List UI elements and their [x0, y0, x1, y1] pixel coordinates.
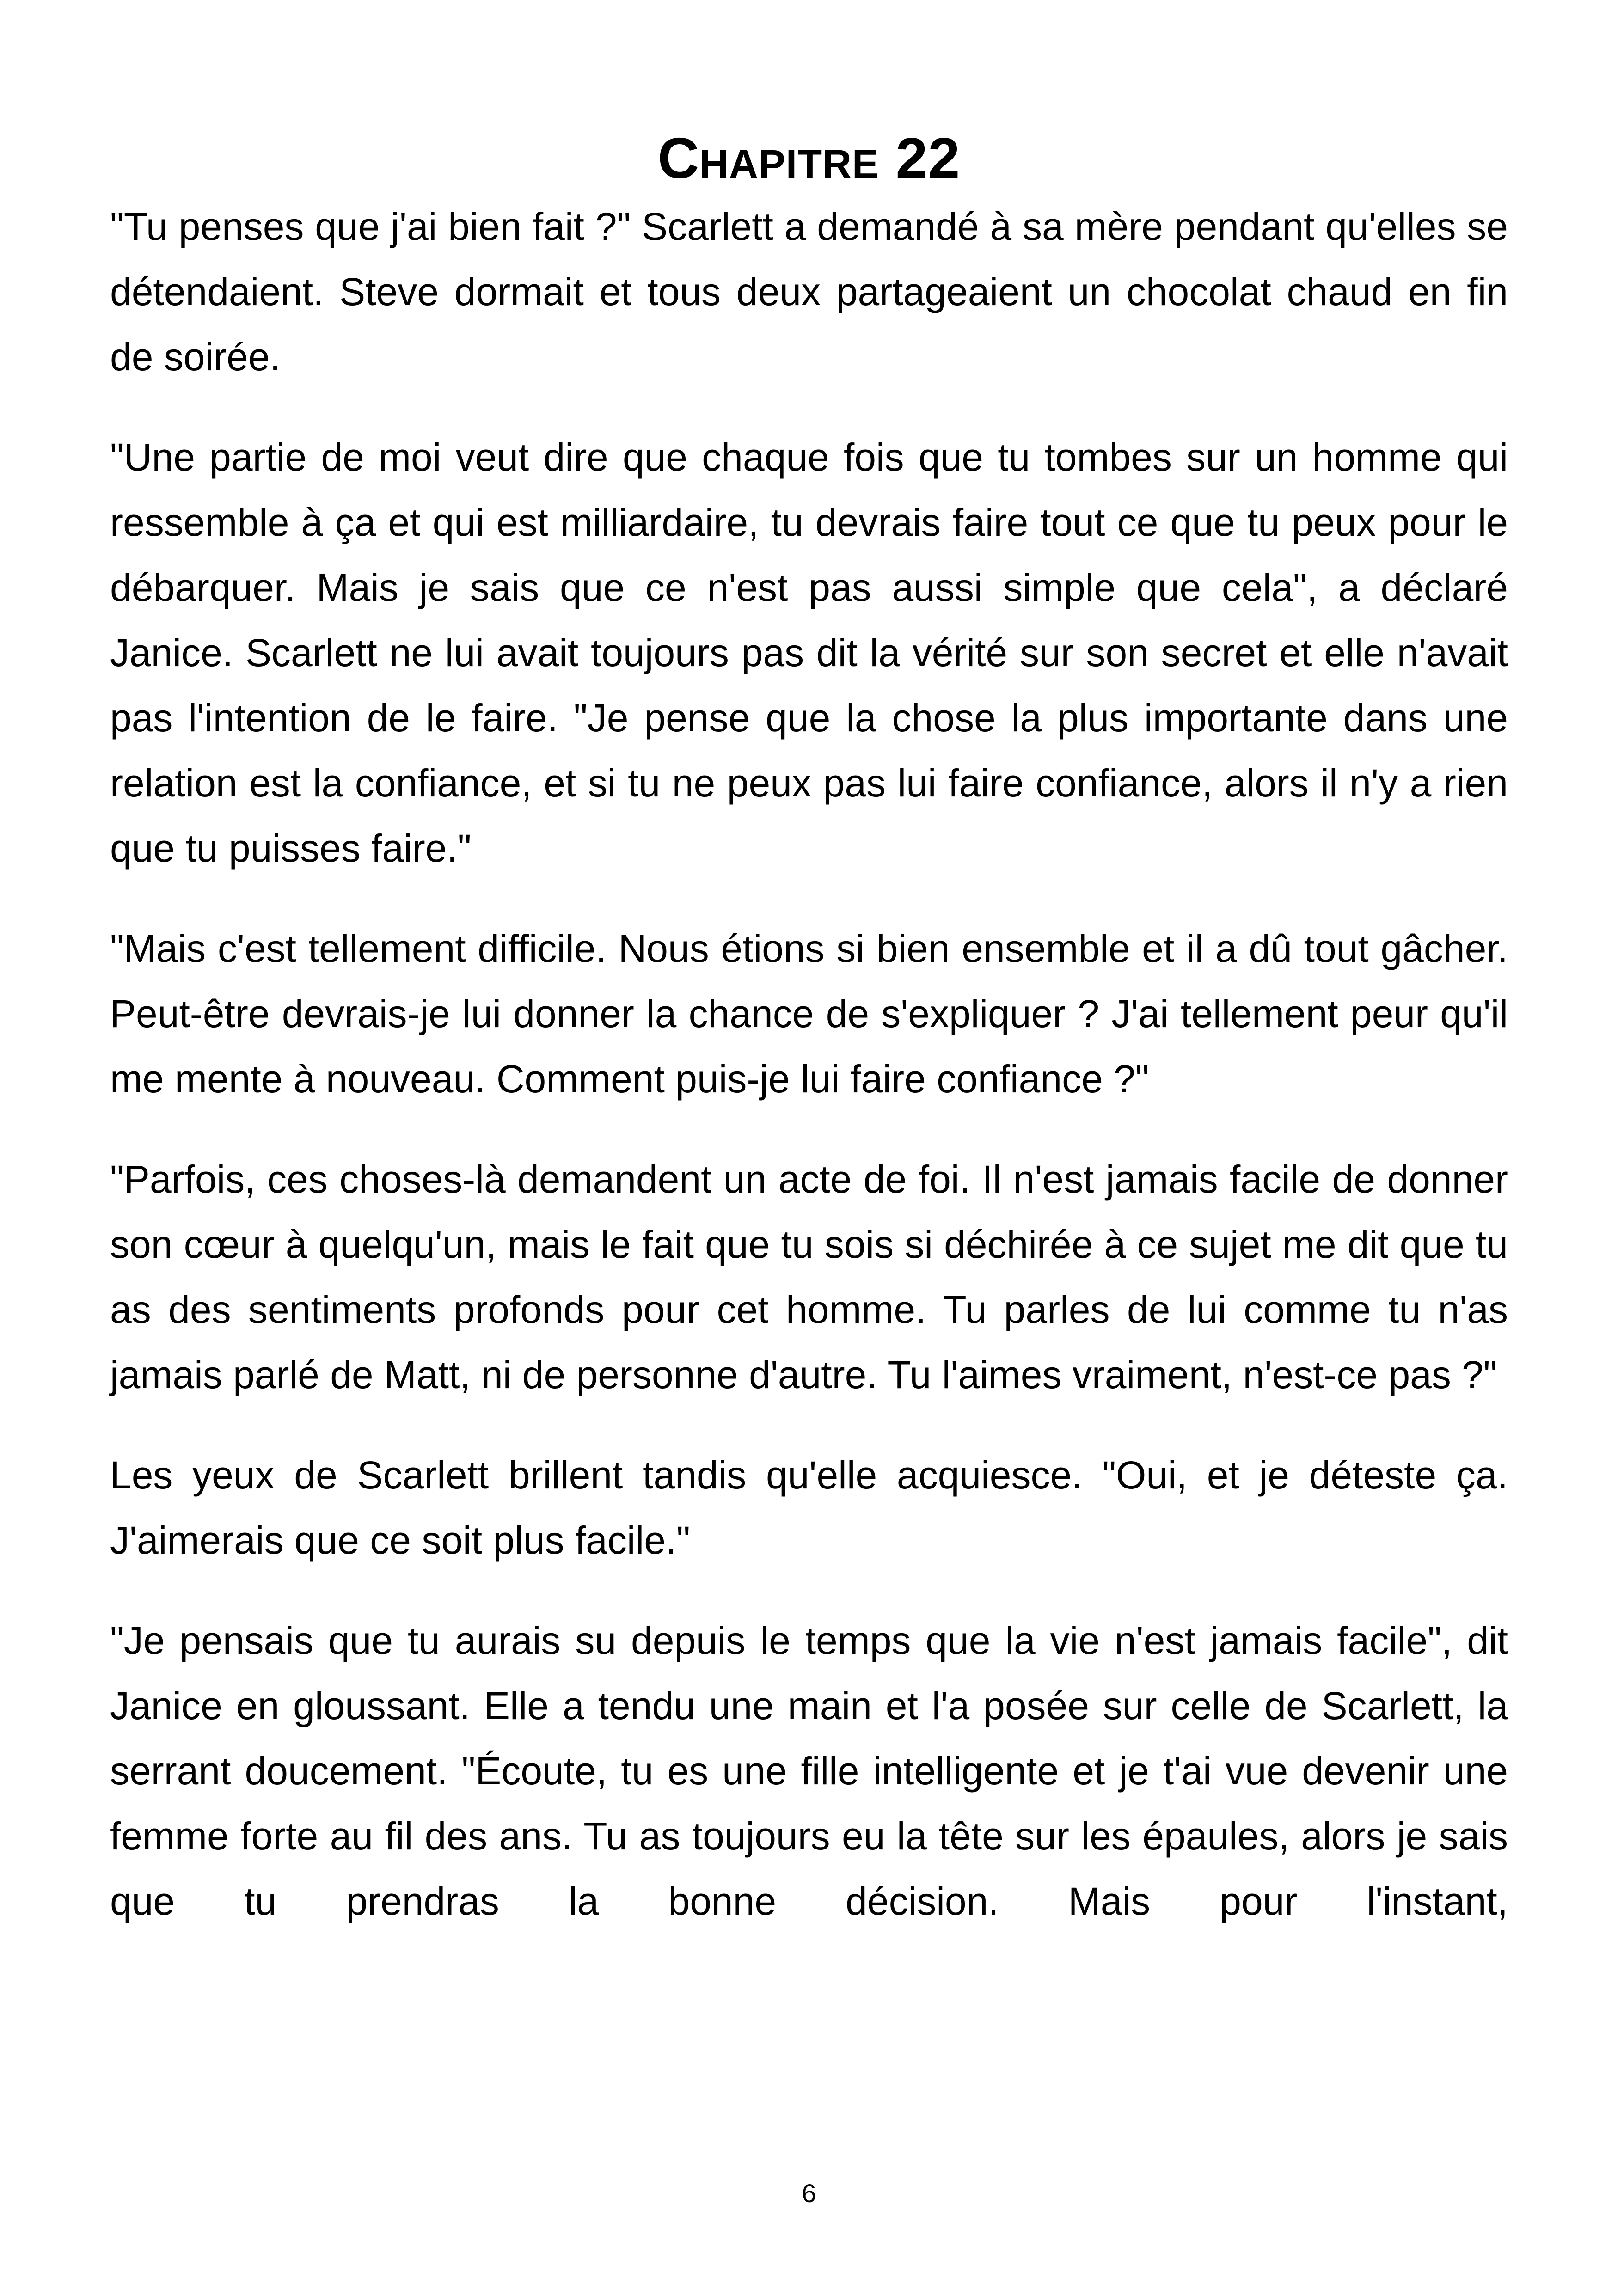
paragraph-1: "Tu penses que j'ai bien fait ?" Scarlett a demandé à sa mère pendant qu'elles se détendaient. Steve dormait et tous deux partageaient un chocolat chaud en fin de soirée.: [110, 205, 1508, 379]
page-number: 6: [802, 2179, 816, 2208]
body-text: [110, 194, 1508, 1969]
paragraph-3: "Mais c'est tellement difficile. Nous étions si bien ensemble et il a dû tout gâcher. Peut-être devrais-je lui donner la chance de s'expliquer ? J'ai tellement peur qu'il me mente à nouveau. Comment puis-je lui faire confiance ?": [110, 927, 1508, 1101]
chapter-title-text: Chapitre 22: [657, 127, 961, 191]
paragraph-6: "Je pensais que tu aurais su depuis le temps que la vie n'est jamais facile", dit Janice en gloussant. Elle a tendu une main et l'a posée sur celle de Scarlett, la serrant doucement. "Écoute, tu es une fille intelligente et je t'ai vue devenir une femme forte au fil des ans. Tu as toujours eu la tête sur les épaules, alors je sais que tu prendras la bonne décision. Mais pour l'instant,: [110, 1619, 1508, 1923]
chapter-title: [0, 119, 1618, 198]
paragraph-5: Les yeux de Scarlett brillent tandis qu'elle acquiesce. "Oui, et je déteste ça. J'aimerais que ce soit plus facile.": [110, 1453, 1508, 1562]
paragraph-4: "Parfois, ces choses-là demandent un acte de foi. Il n'est jamais facile de donner son cœur à quelqu'un, mais le fait que tu sois si déchirée à ce sujet me dit que tu as des sentiments profonds pour cet homme. Tu parles de lui comme tu n'as jamais parlé de Matt, ni de personne d'autre. Tu l'aimes vraiment, n'est-ce pas ?": [110, 1157, 1508, 1396]
paragraph-2: "Une partie de moi veut dire que chaque fois que tu tombes sur un homme qui ressemble à ça et qui est milliardaire, tu devrais faire tout ce que tu peux pour le débarquer. Mais je sais que ce n'est pas aussi simple que cela", a déclaré Janice. Scarlett ne lui avait toujours pas dit la vérité sur son secret et elle n'avait pas l'intention de le faire. "Je pense que la chose la plus importante dans une relation est la confiance, et si tu ne peux pas lui faire confiance, alors il n'y a rien que tu puisses faire.": [110, 435, 1508, 870]
